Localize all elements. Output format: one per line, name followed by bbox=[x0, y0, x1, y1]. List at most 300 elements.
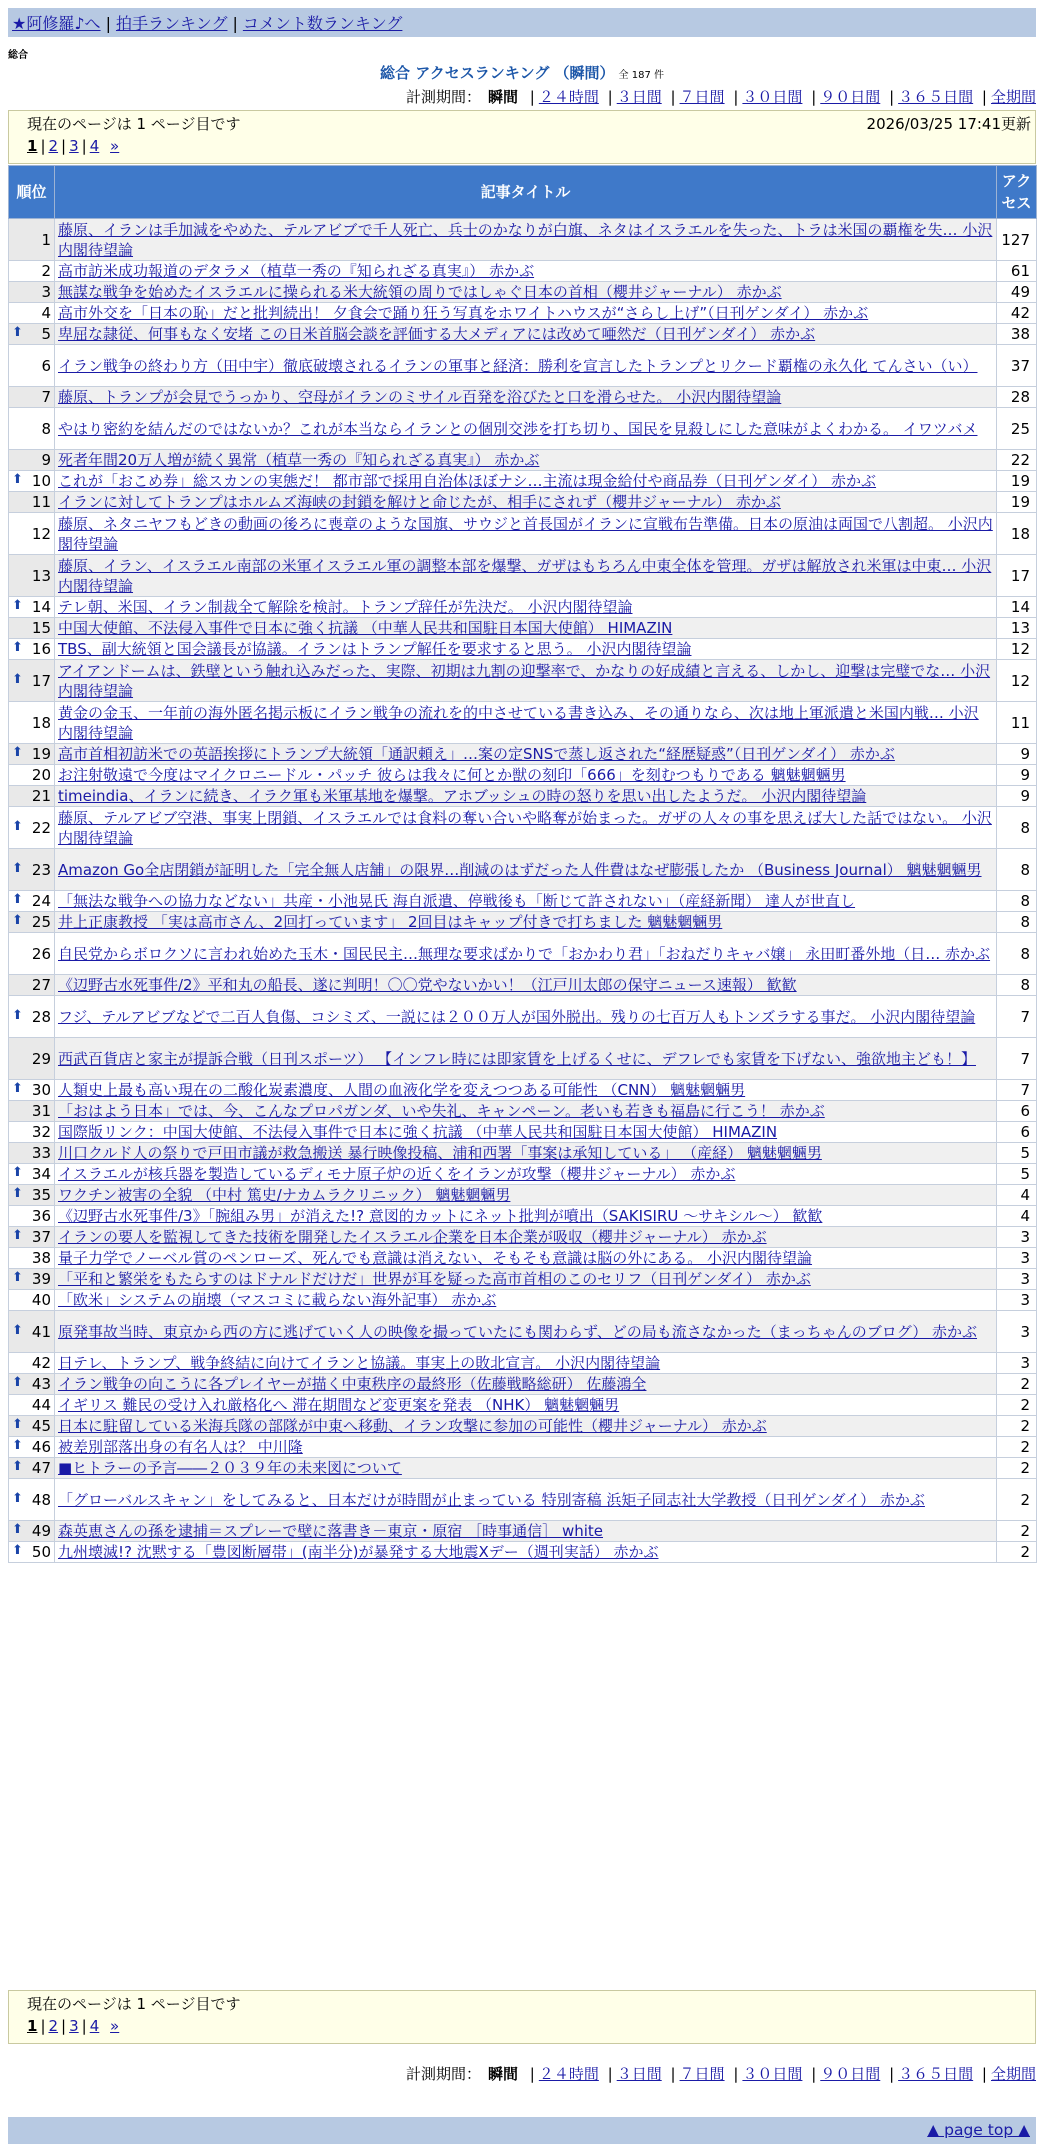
article-title-link[interactable]: アイアンドームは、鉄壁という触れ込みだった、実際、初期は九割の迎撃率で、かなりの好成績と言える、しかし、迎撃は完璧でな… 小沢内閣待望論 bbox=[58, 661, 991, 700]
article-title-link[interactable]: 量子力学でノーベル賞のペンローズ、死んでも意識は消えない、そもそも意識は脳の外にある。 小沢内閣待望論 bbox=[58, 1249, 813, 1267]
rank-number: 25 bbox=[31, 913, 51, 931]
access-count: 18 bbox=[997, 513, 1037, 555]
rank-cell bbox=[9, 975, 55, 996]
rank-number: 32 bbox=[31, 1123, 51, 1141]
up-arrow-icon: ⬆ bbox=[12, 1186, 23, 1201]
title-cell bbox=[55, 1269, 997, 1290]
article-title-link[interactable]: 井上正康教授 「実は高市さん、2回打っています」 2回目はキャップ付きで打ちました 魑魅魍魎男 bbox=[58, 913, 723, 931]
title-cell bbox=[55, 849, 997, 891]
pager-next-bottom[interactable]: » bbox=[110, 2017, 120, 2035]
article-title-link[interactable]: やはり密約を結んだのではないか？これが本当ならイランとの個別交渉を打ち切り、国民を見殺しにした意味がよくわかる。 イワツバメ bbox=[58, 419, 978, 438]
table-row bbox=[9, 1458, 1037, 1479]
table-row bbox=[9, 1542, 1037, 1563]
article-title-link[interactable]: 死者年間20万人増が続く異常（植草一秀の『知られざる真実』） 赤かぶ bbox=[58, 451, 540, 469]
rank-cell bbox=[9, 324, 55, 345]
page-title-line bbox=[0, 62, 1044, 83]
table-row bbox=[9, 1164, 1037, 1185]
rank-cell bbox=[9, 1353, 55, 1374]
table-row bbox=[9, 303, 1037, 324]
rank-cell bbox=[9, 891, 55, 912]
period-selector-top: 計測期間： 瞬間 | ２４時間 | ３日間 | ７日間 | ３０日間 | ９０日間 | ３６５日間 | 全期間 bbox=[405, 88, 1036, 106]
up-arrow-icon: ⬆ bbox=[12, 1375, 23, 1390]
title-cell bbox=[55, 555, 997, 597]
title-cell bbox=[55, 660, 997, 702]
rank-cell bbox=[9, 450, 55, 471]
pager-current-bottom: 1 bbox=[27, 2017, 38, 2035]
access-count: 3 bbox=[997, 1311, 1037, 1353]
rank-cell bbox=[9, 702, 55, 744]
header-access: アクセス bbox=[997, 166, 1037, 219]
rank-number: 48 bbox=[31, 1490, 51, 1509]
total-count: 全 187 件 bbox=[618, 70, 664, 81]
table-row bbox=[9, 1290, 1037, 1311]
rank-number: 18 bbox=[31, 713, 51, 732]
period-label: 計測期間： bbox=[405, 88, 481, 106]
rank-cell bbox=[9, 1374, 55, 1395]
article-title-link[interactable]: 《辺野古水死事件/2》平和丸の船長、遂に判明！〇〇党やないかい！（江戸川太郎の保守ニュース速報） 歓歓 bbox=[58, 976, 797, 994]
category-label: 総合 bbox=[8, 50, 28, 61]
period-current-bottom: 瞬間 bbox=[487, 2065, 518, 2083]
rank-cell bbox=[9, 996, 55, 1038]
access-count: 4 bbox=[997, 1206, 1037, 1227]
article-title-link[interactable]: 自民党からボロクソに言われ始めた玉木・国民民主…無理な要求ばかりで「おかわり君」「おねだりキャバ嬢」 永田町番外地（日… 赤かぶ bbox=[58, 944, 991, 963]
title-cell bbox=[55, 471, 997, 492]
table-row bbox=[9, 807, 1037, 849]
rank-number: 9 bbox=[41, 451, 51, 469]
rank-cell bbox=[9, 1269, 55, 1290]
pager-current: 1 bbox=[27, 137, 38, 155]
title-cell bbox=[55, 408, 997, 450]
period-7d-bottom[interactable]: ７日間 bbox=[679, 2065, 725, 2083]
title-cell bbox=[55, 1416, 997, 1437]
access-count: 8 bbox=[997, 891, 1037, 912]
table-row bbox=[9, 996, 1037, 1038]
top-nav bbox=[8, 8, 1036, 37]
title-cell bbox=[55, 1164, 997, 1185]
table-row bbox=[9, 639, 1037, 660]
pager-link-2-bottom[interactable]: 2 bbox=[48, 2017, 59, 2035]
up-arrow-icon: ⬆ bbox=[12, 818, 23, 834]
rank-number: 6 bbox=[41, 356, 51, 375]
title-cell bbox=[55, 996, 997, 1038]
table-row bbox=[9, 1311, 1037, 1353]
rank-number: 45 bbox=[31, 1417, 51, 1435]
table-row bbox=[9, 1101, 1037, 1122]
pager-next[interactable]: » bbox=[110, 137, 120, 155]
rank-number: 41 bbox=[31, 1322, 51, 1341]
nav-link-comment-ranking[interactable]: コメント数ランキング bbox=[242, 14, 403, 33]
access-count: 19 bbox=[997, 471, 1037, 492]
period-365d-bottom[interactable]: ３６５日間 bbox=[898, 2065, 974, 2083]
article-title-link[interactable]: フジ、テルアビブなどで二百人負傷、コシミズ、一説には２００万人が国外脱出。残りの七百万人もトンズラする事だ。 小沢内閣待望論 bbox=[58, 1007, 976, 1026]
article-title-link[interactable]: 高市首相初訪米での英語挨拶にトランプ大統領「通訳頼え」…案の定SNSで蒸し返された“経歴疑惑”（日刊ゲンダイ） 赤かぶ bbox=[58, 745, 895, 763]
article-title-link[interactable]: イスラエルが核兵器を製造しているディモナ原子炉の近くをイランが攻撃（櫻井ジャーナル） 赤かぶ bbox=[58, 1165, 736, 1183]
rank-number: 28 bbox=[31, 1007, 51, 1026]
table-row bbox=[9, 975, 1037, 996]
access-count: 5 bbox=[997, 1164, 1037, 1185]
rank-cell bbox=[9, 933, 55, 975]
title-cell bbox=[55, 1206, 997, 1227]
access-count: 14 bbox=[997, 597, 1037, 618]
table-row bbox=[9, 891, 1037, 912]
period-24h-bottom[interactable]: ２４時間 bbox=[538, 2065, 599, 2083]
title-cell bbox=[55, 618, 997, 639]
rank-cell bbox=[9, 1164, 55, 1185]
article-title-link[interactable]: 《辺野古水死事件/3》「腕組み男」が消えた!? 意図的カットにネット批判が噴出（SAKISIRU ～サキシル～） 歓歓 bbox=[58, 1207, 823, 1225]
up-arrow-icon: ⬆ bbox=[12, 1522, 23, 1537]
rank-number: 15 bbox=[31, 619, 51, 637]
rank-cell bbox=[9, 303, 55, 324]
title-cell bbox=[55, 1458, 997, 1479]
current-page-text-bottom: 現在のページは 1 ページ目です bbox=[27, 1995, 241, 2013]
pager-link-3[interactable]: 3 bbox=[69, 137, 79, 155]
title-cell bbox=[55, 912, 997, 933]
rank-cell bbox=[9, 912, 55, 933]
access-count: 61 bbox=[997, 261, 1037, 282]
table-row bbox=[9, 1374, 1037, 1395]
period-30d[interactable]: ３０日間 bbox=[742, 88, 803, 106]
article-title-link[interactable]: 西武百貨店と家主が提訴合戦（日刊スポーツ） 【インフレ時には即家賃を上げるくせに、デフレでも家賃を下げない、強欲地主ども！】 bbox=[58, 1049, 976, 1068]
article-title-link[interactable]: テレ朝、米国、イラン制裁全て解除を検討。トランプ辞任が先決だ。 小沢内閣待望論 bbox=[58, 598, 633, 616]
up-arrow-icon: ⬆ bbox=[12, 1438, 23, 1453]
access-count: 3 bbox=[997, 1227, 1037, 1248]
rank-cell bbox=[9, 408, 55, 450]
title-cell bbox=[55, 303, 997, 324]
access-count: 2 bbox=[997, 1479, 1037, 1521]
period-24h[interactable]: ２４時間 bbox=[538, 88, 599, 106]
up-arrow-icon: ⬆ bbox=[12, 325, 23, 340]
rank-cell bbox=[9, 1479, 55, 1521]
access-count: 3 bbox=[997, 1248, 1037, 1269]
up-arrow-icon: ⬆ bbox=[12, 472, 23, 487]
table-row bbox=[9, 324, 1037, 345]
rank-cell bbox=[9, 1101, 55, 1122]
up-arrow-icon: ⬆ bbox=[12, 1490, 23, 1506]
table-row bbox=[9, 1248, 1037, 1269]
access-count: 6 bbox=[997, 1122, 1037, 1143]
table-row bbox=[9, 1206, 1037, 1227]
access-count: 49 bbox=[997, 282, 1037, 303]
table-row bbox=[9, 345, 1037, 387]
table-row bbox=[9, 408, 1037, 450]
rank-cell bbox=[9, 1038, 55, 1080]
rank-number: 44 bbox=[31, 1396, 51, 1414]
up-arrow-icon: ⬆ bbox=[12, 1007, 23, 1023]
access-count: 2 bbox=[997, 1542, 1037, 1563]
article-title-link[interactable]: 高市訪米成功報道のデタラメ（植草一秀の『知られざる真実』） 赤かぶ bbox=[58, 262, 535, 280]
rank-number: 17 bbox=[31, 671, 51, 690]
ranking-table-body bbox=[9, 219, 1037, 1563]
rank-cell bbox=[9, 639, 55, 660]
article-title-link[interactable]: 黄金の金玉、一年前の海外匿名掲示板にイラン戦争の流れを的中させている書き込み、その通りなら、次は地上軍派遣と米国内戦… 小沢内閣待望論 bbox=[58, 703, 979, 742]
rank-cell bbox=[9, 744, 55, 765]
rank-number: 36 bbox=[31, 1207, 51, 1225]
rank-cell bbox=[9, 1395, 55, 1416]
title-cell bbox=[55, 1227, 997, 1248]
access-count: 42 bbox=[997, 303, 1037, 324]
period-365d[interactable]: ３６５日間 bbox=[898, 88, 974, 106]
access-count: 6 bbox=[997, 1101, 1037, 1122]
table-row bbox=[9, 1038, 1037, 1080]
title-cell bbox=[55, 1038, 997, 1080]
rank-number: 7 bbox=[41, 388, 51, 406]
up-arrow-icon: ⬆ bbox=[12, 913, 23, 928]
access-count: 17 bbox=[997, 555, 1037, 597]
rank-number: 24 bbox=[31, 892, 51, 910]
rank-cell bbox=[9, 1143, 55, 1164]
period-all[interactable]: 全期間 bbox=[990, 88, 1036, 106]
rank-cell bbox=[9, 387, 55, 408]
up-arrow-icon: ⬆ bbox=[12, 892, 23, 907]
rank-cell bbox=[9, 492, 55, 513]
access-count: 2 bbox=[997, 1458, 1037, 1479]
article-title-link[interactable]: 藤原、ネタニヤフもどきの動画の後ろに喪章のような国旗、サウジと首長国がイランに宣戦布告準備。日本の原油は両国で八割超。 小沢内閣待望論 bbox=[58, 514, 993, 553]
access-count: 7 bbox=[997, 1038, 1037, 1080]
table-row bbox=[9, 1269, 1037, 1290]
period-7d[interactable]: ７日間 bbox=[679, 88, 725, 106]
pager-bottom: 1 | 2 | 3 | 4 » bbox=[27, 2017, 120, 2035]
article-title-link[interactable]: 九州壊滅!? 沈黙する「豊図断層帯」(南半分)が暴発する大地震Xデー（週刊実話） 赤かぶ bbox=[58, 1543, 659, 1561]
pager-link-4[interactable]: 4 bbox=[89, 137, 100, 155]
access-count: 8 bbox=[997, 975, 1037, 996]
rank-cell bbox=[9, 261, 55, 282]
article-title-link[interactable]: 「平和と繁栄をもたらすのはドナルドだけだ」世界が耳を疑った高市首相のこのセリフ（日刊ゲンダイ） 赤かぶ bbox=[58, 1270, 811, 1288]
table-row bbox=[9, 660, 1037, 702]
access-count: 25 bbox=[997, 408, 1037, 450]
table-row bbox=[9, 513, 1037, 555]
access-count: 9 bbox=[997, 786, 1037, 807]
article-title-link[interactable]: イラン戦争の向こうに各プレイヤーが描く中東秩序の最終形（佐藤戦略総研） 佐藤鴻全 bbox=[58, 1375, 647, 1393]
article-title-link[interactable]: 無謀な戦争を始めたイスラエルに操られる米大統領の周りではしゃぐ日本の首相（櫻井ジャーナル） 赤かぶ bbox=[58, 283, 782, 301]
article-title-link[interactable]: お注射敬遠で今度はマイクロニードル・パッチ 彼らは我々に何とか獣の刻印「666」を刻むつもりである 魑魅魍魎男 bbox=[58, 766, 846, 784]
access-count: 11 bbox=[997, 702, 1037, 744]
access-count: 4 bbox=[997, 1185, 1037, 1206]
up-arrow-icon: ⬆ bbox=[12, 640, 23, 655]
period-90d-bottom[interactable]: ９０日間 bbox=[820, 2065, 881, 2083]
access-count: 13 bbox=[997, 618, 1037, 639]
rank-number: 21 bbox=[31, 787, 51, 805]
up-arrow-icon: ⬆ bbox=[12, 1459, 23, 1474]
rank-number: 43 bbox=[31, 1375, 51, 1393]
rank-cell bbox=[9, 765, 55, 786]
article-title-link[interactable]: timeindia、イランに続き、イラク軍も米軍基地を爆撃。アホブッシュの時の怒りを思い出したようだ。 小沢内閣待望論 bbox=[58, 787, 867, 805]
access-count: 12 bbox=[997, 639, 1037, 660]
table-row bbox=[9, 1185, 1037, 1206]
pager-link-2[interactable]: 2 bbox=[48, 137, 59, 155]
updated-timestamp: 2026/03/25 17:41更新 bbox=[866, 115, 1031, 133]
table-row bbox=[9, 450, 1037, 471]
title-cell bbox=[55, 702, 997, 744]
article-title-link[interactable]: 川口クルド人の祭りで戸田市議が救急搬送 暴行映像投稿、浦和西署「事案は承知している」 （産経） 魑魅魍魎男 bbox=[58, 1144, 822, 1162]
rank-cell bbox=[9, 849, 55, 891]
rank-cell bbox=[9, 1521, 55, 1542]
rank-cell bbox=[9, 1437, 55, 1458]
article-title-link[interactable]: 藤原、テルアビブ空港、事実上閉鎖、イスラエルでは食料の奪い合いや略奪が始まった。ガザの人々の事を思えば大した話ではない。 小沢内閣待望論 bbox=[58, 808, 992, 847]
title-cell bbox=[55, 1290, 997, 1311]
rank-cell bbox=[9, 786, 55, 807]
up-arrow-icon: ⬆ bbox=[12, 1543, 23, 1558]
access-count: 37 bbox=[997, 345, 1037, 387]
article-title-link[interactable]: 藤原、トランプが会見でうっかり、空母がイランのミサイル百発を浴びたと口を滑らせた。 小沢内閣待望論 bbox=[58, 388, 782, 406]
rank-number: 2 bbox=[41, 262, 51, 280]
rank-cell bbox=[9, 345, 55, 387]
title-cell bbox=[55, 765, 997, 786]
up-arrow-icon: ⬆ bbox=[12, 671, 23, 687]
period-90d[interactable]: ９０日間 bbox=[820, 88, 881, 106]
up-arrow-icon: ⬆ bbox=[12, 860, 23, 876]
period-label-bottom: 計測期間： bbox=[405, 2065, 481, 2083]
page-top-link[interactable]: ▲ page top ▲ bbox=[927, 2121, 1030, 2139]
table-row bbox=[9, 849, 1037, 891]
rank-number: 38 bbox=[31, 1249, 51, 1267]
title-cell bbox=[55, 1374, 997, 1395]
title-cell bbox=[55, 1437, 997, 1458]
title-cell bbox=[55, 1143, 997, 1164]
up-arrow-icon: ⬆ bbox=[12, 598, 23, 613]
rank-number: 13 bbox=[31, 566, 51, 585]
rank-number: 37 bbox=[31, 1228, 51, 1246]
period-selector-bottom: 計測期間： 瞬間 | ２４時間 | ３日間 | ７日間 | ３０日間 | ９０日間 | ３６５日間 | 全期間 bbox=[405, 2065, 1036, 2083]
table-row bbox=[9, 1395, 1037, 1416]
article-title-link[interactable]: これが「おこめ券」総スカンの実態だ！ 都市部で採用自治体ほぼナシ…主流は現金給付や商品券（日刊ゲンダイ） 赤かぶ bbox=[58, 472, 877, 490]
title-cell bbox=[55, 807, 997, 849]
table-row bbox=[9, 1521, 1037, 1542]
nav-separator: | bbox=[232, 14, 238, 33]
table-row bbox=[9, 618, 1037, 639]
period-3d[interactable]: ３日間 bbox=[616, 88, 662, 106]
rank-number: 23 bbox=[31, 860, 51, 879]
title-cell bbox=[55, 345, 997, 387]
rank-cell bbox=[9, 282, 55, 303]
pager-link-4-bottom[interactable]: 4 bbox=[89, 2017, 100, 2035]
access-count: 12 bbox=[997, 660, 1037, 702]
article-title-link[interactable]: 人類史上最も高い現在の二酸化炭素濃度、人間の血液化学を変えつつある可能性 （CNN） 魑魅魍魎男 bbox=[58, 1081, 746, 1099]
table-row bbox=[9, 1479, 1037, 1521]
rank-cell bbox=[9, 1122, 55, 1143]
pager-top: 1 | 2 | 3 | 4 » bbox=[27, 137, 120, 155]
title-cell bbox=[55, 219, 997, 261]
article-title-link[interactable]: 藤原、イラン、イスラエル南部の米軍イスラエル軍の調整本部を爆撃、ガザはもちろん中東全体を管理。ガザは解放され米軍は中東… 小沢内閣待望論 bbox=[58, 556, 992, 595]
title-cell bbox=[55, 387, 997, 408]
rank-cell bbox=[9, 618, 55, 639]
rank-cell bbox=[9, 1458, 55, 1479]
article-title-link[interactable]: 藤原、イランは手加減をやめた、テルアビブで千人死亡、兵士のかなりが白旗、ネタはイスラエルを失った、トラは米国の覇権を失… 小沢内閣待望論 bbox=[58, 220, 993, 259]
current-page-text: 現在のページは 1 ページ目です bbox=[27, 115, 241, 133]
table-row bbox=[9, 555, 1037, 597]
article-title-link[interactable]: TBS、副大統領と国会議長が協議。イランはトランプ解任を要求すると思う。 小沢内閣待望論 bbox=[58, 640, 692, 658]
article-title-link[interactable]: 国際版リンク：中国大使館、不法侵入事件で日本に強く抗議 （中華人民共和国駐日本国大使館） HIMAZIN bbox=[58, 1123, 778, 1141]
title-cell bbox=[55, 450, 997, 471]
table-row bbox=[9, 1080, 1037, 1101]
title-cell bbox=[55, 324, 997, 345]
access-count: 8 bbox=[997, 849, 1037, 891]
article-title-link[interactable]: Amazon Go全店閉鎖が証明した「完全無人店舗」の限界…削減のはずだった人件費はなぜ膨張したか （Business Journal） 魑魅魍魎男 bbox=[58, 860, 982, 879]
title-cell bbox=[55, 975, 997, 996]
nav-link-applause-ranking[interactable]: 拍手ランキング bbox=[115, 14, 228, 33]
access-count: 9 bbox=[997, 765, 1037, 786]
table-row bbox=[9, 471, 1037, 492]
rank-number: 46 bbox=[31, 1438, 51, 1456]
table-row bbox=[9, 786, 1037, 807]
rank-number: 33 bbox=[31, 1144, 51, 1162]
rank-number: 4 bbox=[41, 304, 51, 322]
rank-cell bbox=[9, 660, 55, 702]
access-count: 9 bbox=[997, 744, 1037, 765]
nav-separator: | bbox=[105, 14, 111, 33]
title-cell bbox=[55, 1395, 997, 1416]
article-title-link[interactable]: 「グローバルスキャン」をしてみると、日本だけが時間が止まっている 特別寄稿 浜矩子同志社大学教授（日刊ゲンダイ） 赤かぶ bbox=[58, 1490, 925, 1509]
title-cell bbox=[55, 1311, 997, 1353]
article-title-link[interactable]: 中国大使館、不法侵入事件で日本に強く抗議 （中華人民共和国駐日本国大使館） HIMAZIN bbox=[58, 619, 673, 637]
rank-number: 47 bbox=[31, 1459, 51, 1477]
rank-number: 30 bbox=[31, 1081, 51, 1099]
rank-cell bbox=[9, 471, 55, 492]
article-title-link[interactable]: イギリス 難民の受け入れ厳格化へ 滞在期間など変更案を発表 （NHK） 魑魅魍魎男 bbox=[58, 1396, 620, 1414]
rank-number: 39 bbox=[31, 1270, 51, 1288]
table-row bbox=[9, 1227, 1037, 1248]
article-title-link[interactable]: ワクチン被害の全貌 （中村 篤史/ナカムラクリニック） 魑魅魍魎男 bbox=[58, 1186, 511, 1204]
article-title-link[interactable]: 「おはよう日本」では、今、こんなプロパガンダ、いや失礼、キャンペーン。老いも若きも福島に行こう！ 赤かぶ bbox=[58, 1102, 825, 1120]
up-arrow-icon: ⬆ bbox=[12, 1228, 23, 1243]
table-row bbox=[9, 702, 1037, 744]
bottom-bar bbox=[8, 2117, 1036, 2144]
title-cell bbox=[55, 891, 997, 912]
article-title-link[interactable]: 森英恵さんの孫を逮捕＝スプレーで壁に落書き－東京・原宿 ［時事通信］ white bbox=[58, 1522, 603, 1540]
article-title-link[interactable]: 原発事故当時、東京から西の方に逃げていく人の映像を撮っていたにも関わらず、どの局も流さなかった（まっちゃんのブログ） 赤かぶ bbox=[58, 1322, 978, 1341]
article-title-link[interactable]: 「無法な戦争への協力などない」共産・小池晃氏 海自派遣、停戦後も「断じて許されない」（産経新聞） 達人が世直し bbox=[58, 892, 856, 910]
access-count: 2 bbox=[997, 1395, 1037, 1416]
rank-number: 40 bbox=[31, 1291, 51, 1309]
period-30d-bottom[interactable]: ３０日間 bbox=[742, 2065, 803, 2083]
table-row bbox=[9, 219, 1037, 261]
nav-link-asyura[interactable]: ★阿修羅♪へ bbox=[12, 14, 101, 33]
rank-number: 31 bbox=[31, 1102, 51, 1120]
article-title-link[interactable]: イランの要人を監視してきた技術を開発したイスラエル企業を日本企業が吸収（櫻井ジャーナル） 赤かぶ bbox=[58, 1228, 767, 1246]
period-3d-bottom[interactable]: ３日間 bbox=[616, 2065, 662, 2083]
access-count: 22 bbox=[997, 450, 1037, 471]
article-title-link[interactable]: 高市外交を「日本の恥」だと批判続出！ 夕食会で踊り狂う写真をホワイトハウスが“さらし上げ”（日刊ゲンダイ） 赤かぶ bbox=[58, 304, 869, 322]
title-cell bbox=[55, 492, 997, 513]
access-count: 2 bbox=[997, 1416, 1037, 1437]
rank-number: 50 bbox=[31, 1543, 51, 1561]
access-count: 8 bbox=[997, 807, 1037, 849]
article-title-link[interactable]: 「欧米」システムの崩壊（マスコミに載らない海外記事） 赤かぶ bbox=[58, 1291, 497, 1309]
rank-number: 11 bbox=[31, 493, 51, 511]
rank-number: 8 bbox=[41, 419, 51, 438]
rank-cell bbox=[9, 1080, 55, 1101]
article-title-link[interactable]: 卑屈な隷従、何事もなく安堵 この日米首脳会談を評価する大メディアには改めて唖然だ（日刊ゲンダイ） 赤かぶ bbox=[58, 325, 816, 343]
table-row bbox=[9, 1143, 1037, 1164]
rank-cell bbox=[9, 807, 55, 849]
rank-number: 20 bbox=[31, 766, 51, 784]
rank-number: 19 bbox=[31, 745, 51, 763]
access-count: 3 bbox=[997, 1290, 1037, 1311]
pager-link-3-bottom[interactable]: 3 bbox=[69, 2017, 79, 2035]
article-title-link[interactable]: イランに対してトランプはホルムズ海峡の封鎖を解けと命じたが、相手にされず（櫻井ジャーナル） 赤かぶ bbox=[58, 493, 781, 511]
rank-number: 22 bbox=[31, 818, 51, 837]
access-count: 19 bbox=[997, 492, 1037, 513]
rank-cell bbox=[9, 1206, 55, 1227]
rank-number: 34 bbox=[31, 1165, 51, 1183]
article-title-link[interactable]: 被差別部落出身の有名人は？ 中川隆 bbox=[58, 1438, 303, 1456]
article-title-link[interactable]: 日テレ、トランプ、戦争終結に向けてイランと協議。事実上の敗北宣言。 小沢内閣待望論 bbox=[58, 1354, 661, 1372]
period-all-bottom[interactable]: 全期間 bbox=[990, 2065, 1036, 2083]
header-title: 記事タイトル bbox=[55, 166, 997, 219]
rank-cell bbox=[9, 513, 55, 555]
article-title-link[interactable]: イラン戦争の終わり方（田中宇）徹底破壊されるイランの軍事と経済：勝利を宣言したトランプとリクード覇権の永久化 てんさい（い） bbox=[58, 356, 978, 375]
article-title-link[interactable]: 日本に駐留している米海兵隊の部隊が中東へ移動、イラン攻撃に参加の可能性（櫻井ジャーナル） 赤かぶ bbox=[58, 1417, 767, 1435]
article-title-link[interactable]: ■ヒトラーの予言――２０３９年の未来図について bbox=[58, 1459, 402, 1477]
